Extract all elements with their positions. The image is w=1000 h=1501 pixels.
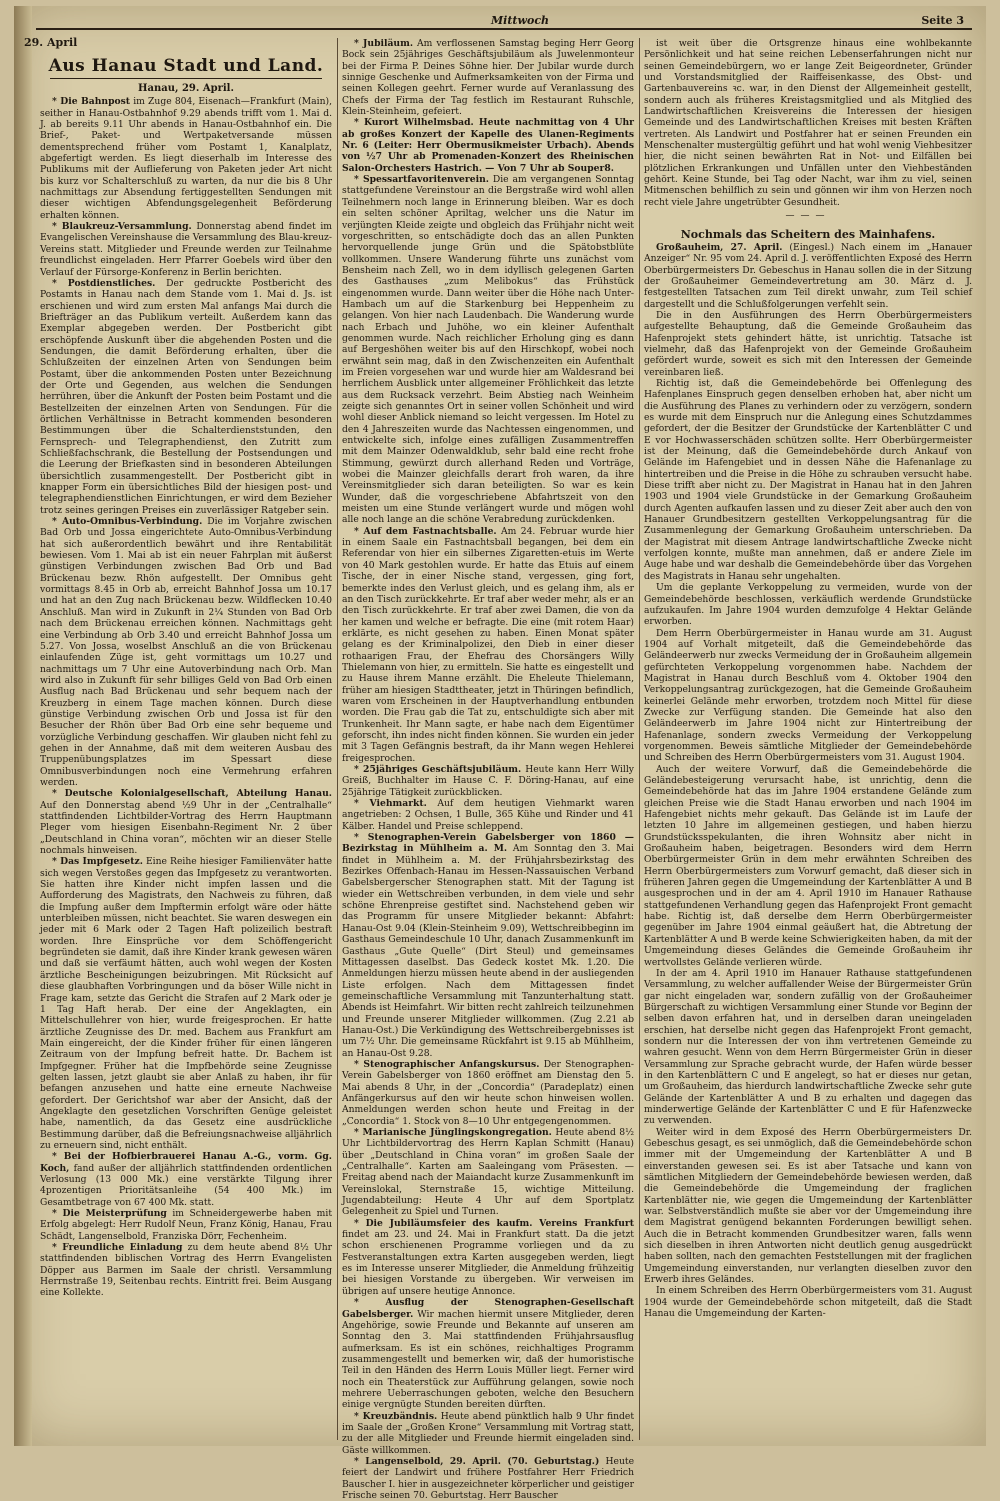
article-paragraph bbox=[40, 1242, 332, 1299]
article-text: Die in den Ausführungen des Herrn Oberbürgermeisters aufgestellte Behauptung, daß die Gemeinde Großauheim das Hafenprojekt stets gehindert hätte, ist unrichtig. Tatsache ist vielmehr, daß das Hafenprojekt von der Gemeinde Großauheim gefördert wurde, soweit es sich mit den Interessen der Gemeinde vereinbaren ließ. bbox=[644, 309, 972, 378]
article-paragraph bbox=[342, 832, 634, 1059]
page-header bbox=[36, 14, 972, 36]
article-paragraph bbox=[40, 1208, 332, 1242]
article-paragraph bbox=[40, 221, 332, 278]
page-edge bbox=[14, 6, 32, 1446]
article-text: Heute abend pünktlich halb 9 Uhr findet im Saale der „Großen Krone“ Versammlung mit Vortrag statt, zu der alle Mitglieder und Freunde hiermit eingeladen sind. Gäste willkommen. bbox=[342, 1410, 635, 1456]
article-text: im Schneidergewerbe haben mit Erfolg abgelegt: Herr Rudolf Neun, Franz König, Hanau, Frau Schädt, Langenselbold, Franziska Dörr, Fechenheim. bbox=[40, 1208, 333, 1242]
article-paragraph bbox=[644, 242, 972, 310]
article-text: fand außer der alljährlich stattfindenden ordentlichen Verlosung (13 000 Mk.) eine verstärkte Tilgung ihrer 4prozentigen Prioritätsanleihe (54 400 Mk.) im Gesamtbetrage von 67 400 Mk. statt. bbox=[40, 1162, 332, 1208]
article-lead: * Bei der Hofbierbrauerei Hanau A.-G., vorm. Gg. Koch, bbox=[40, 1151, 332, 1174]
article-paragraph bbox=[342, 1059, 634, 1127]
article-lead: * Das Impfgesetz. bbox=[52, 856, 143, 868]
article-lead: * Jubiläum. bbox=[354, 38, 414, 49]
article-lead: * 25jähriges Geschäftsjubiläum. bbox=[354, 764, 522, 775]
article-paragraph bbox=[342, 764, 634, 798]
article-text: Dem Herrn Oberbürgermeister in Hanau wurde am 31. August 1904 auf Vorhalt mitgeteilt, daß die Gemeindebehörde das Geländeerwerb nur zwecks Vermeidung der in Großauheim allgemein gefürchteten Verkoppelung vorgenommen habe. Nachdem der Magistrat in Hanau durch Beschluß vom 4. Oktober 1904 den Verkoppelungsantrag zurückgezogen, hat die Gemeinde Großauheim keinerlei Gelände mehr erworben, trotzdem noch Mittel für diese Zwecke zur Verfügung standen. Die Gemeinde hat also den Geländeerwerb im Jahre 1904 nicht zur Hintertreibung der Hafenanlage, sondern zwecks Vermeidung der Verkoppelung vorgenommen. Beweis sämtliche Mitglieder der Gemeindebehörde und Schreiben des Herrn Oberbürgermeisters vom 31. August 1904. bbox=[644, 627, 972, 764]
article-paragraph bbox=[644, 378, 972, 582]
column-1 bbox=[40, 38, 332, 1440]
column-divider bbox=[337, 38, 338, 1440]
article-text: Auf dem heutigen Viehmarkt waren angetrieben: 2 Ochsen, 1 Bulle, 365 Kühe und Rinder und 41 Kälber. Handel und Preise schleppend. bbox=[342, 798, 635, 832]
column-2 bbox=[342, 38, 635, 1501]
article-continuation: ist weit über die Ortsgrenze hinaus eine wohlbekannte Persönlichkeit und hat seine reichen Lebenserfahrungen nicht nur seinen Gemeindebürgern, wo er lange Zeit Beigeordneter, Gründer und Vorstandsmitglied der Raiffeisenkasse, des Obst- und Gartenbauvereins ꝛc. war, in den Dienst der Allgemeinheit gestellt, sondern auch als früheres Kreistagsmitglied und als Mitglied des Landwirtschaftlichen Kreisvereins die Interessen der hiesigen Gemeinde und des Landwirtschaftlichen Kreises mit besten Kräften vertreten. Als Landwirt und Postfahrer hat er seinen Freunden ein Menschenalter mustergültig geführt und hat wohl wenig Viehbesitzer hier, die nicht seinen bewährten Rat in Not- und Eilfällen bei plötzlichen Erkrankungen und Unfällen unter den Viehbeständen gehört. Keine Stunde, bei Tag oder Nacht, war ihm zu viel, seinen Mitmenschen behilflich zu sein und gönnen wir ihm von Herzen noch recht viele Jahre ungetrübter Gesundheit. bbox=[644, 38, 972, 208]
dateline: Hanau, 29. April. bbox=[138, 83, 234, 94]
article-lead: * Langenselbold, 29. April. (70. Geburtstag.) bbox=[354, 1455, 600, 1467]
article-paragraph bbox=[342, 526, 634, 764]
newspaper-page bbox=[14, 6, 986, 1501]
article-paragraph bbox=[342, 1218, 634, 1297]
article-text: Am verflossenen Samstag beging Herr Georg Bock sein 25jähriges Geschäftsjubiläum als Juwelenmonteur bei der Firma P. Deines Söhne hier. Der Jubilar wurde durch sinnige Geschenke und Aufmerksamkeiten von der Firma und seinen Kollegen geehrt. Ferner wurde auf Veranlassung des Chefs der Firma der Tag festlich im Restaurant Ruhschle, Klein-Steinheim, gefeiert. bbox=[342, 38, 635, 118]
article-text: im Zuge 804, Eisenach—Frankfurt (Main), seither in Hanau-Ostbahnhof 9.29 abends trifft vom 1. Mai d. J. ab bereits 9.11 Uhr abends in Hanau-Ostbahnhof ein. Die Brief-, Paket- und Wertpaketversande müssen dementsprechend früher vom Postamt 1, Kanalplatz, abgefertigt werden. Es liegt dieserhalb im Interesse des Publikums mit der Auflieferung von Paketen jeder Art nicht bis kurz vor Schalterschluß zu warten, da nur die bis 8 Uhr nachmittags zur Absendung fertiggestellten Sendungen mit dieser wichtigen Abfendungsgelegenheit Beförderung erhalten können. bbox=[40, 96, 333, 221]
article-text: In einem Schreiben des Herrn Oberbürgermeisters vom 31. August 1904 wurde der Gemeindebehörde schon mitgeteilt, daß die Stadt Hanau die Umgemeindung der Karten- bbox=[644, 1285, 972, 1320]
article-lead: * Spessartfavoritenverein. bbox=[354, 174, 489, 186]
column-1-articles bbox=[40, 96, 332, 1298]
article-text: In der am 4. April 1910 im Hanauer Rathause stattgefundenen Versammlung, zu welcher auffallender Weise der Bürgermeister Grün gar nicht eingeladen war, sondern zufällig von der Großauheimer Bürgerschaft zu wichtigen Versammlung einer Stunde vor Beginn der selben davon erfahren hat, und in derselben daran uneingeladen erschien, hat derselbe nicht gegen das Hafenprojekt Front gemacht, sondern nur die Interessen der von ihm vertretenen Gemeinde zu wahren gesucht. Wenn von dem Herrn Bürgermeister Grün in dieser Versammlung zur Sprache gebracht wurde, der Hafen würde besser in den Kartenblättern C und E angelegt, so hat er dieses nur getan, um Großauheim, das hierdurch landwirtschaftliche Zwecke sehr gute Gelände der Kartenblätter A und B zu erhalten und dagegen das minderwertige Gelände der Kartenblätter C und E für Hafenzwecke zu verwenden. bbox=[644, 967, 972, 1127]
article-text: Weiter wird in dem Exposé des Herrn Oberbürgermeisters Dr. Gebeschus gesagt, es sei unmöglich, daß die Gemeindebehörde schon immer mit der Umgemeindung der Kartenblätter A und B einverstanden gewesen sei. Es ist aber Tatsache und kann von sämtlichen Mitgliedern der Gemeindebehörde bewiesen werden, daß die Gemeindebehörde die Umgemeindung der fraglichen Kartenblätter nie, wie gegen die Umgemeindung der Kartenblätter war. Selbstverständlich mußte sie aber vor der Umgemeindung ihre dem Magistrat genügend bekannten Forderungen bewilligt sehen. Auch die in Betracht kommenden Grundbesitzer waren, falls wenn sich dieselben in ihren Antworten nicht deutlich genug ausgedrückt haben sollten, nach den gemachten Feststellungen mit der fraglichen Umgemeindung einverstanden, nur verlangten dieselben zuvor den Erwerb ihres Geländes. bbox=[644, 1126, 972, 1286]
article-paragraph bbox=[40, 856, 332, 1151]
article-paragraph bbox=[644, 1127, 972, 1286]
article-paragraph bbox=[342, 117, 634, 174]
article-paragraph bbox=[342, 174, 634, 526]
article-text: Heute feiert der Landwirt und frühere Postfahrer Herr Friedrich Bauscher I. hier in ausgezeichneter körperlicher und geistiger Frische seinen 70. Geburtstag. Herr Bauscher bbox=[342, 1455, 635, 1501]
header-day: Mittwoch bbox=[491, 14, 550, 27]
article-lead: * Auto-Omnibus-Verbindung. bbox=[52, 516, 203, 528]
article-lead: * Kurort Wilhelmsbad. Heute nachmittag von 4 Uhr ab großes Konzert der Kapelle des Ulanen-Regiments Nr. 6 (Leiter: Herr Obermusikmeister Urbach). Abends von ½7 Uhr ab Promenaden-Konzert des Rheinischen Salon-Orchesters Hastrich. — Von 7 Uhr ab Souper8. bbox=[342, 117, 634, 174]
article-lead: * Ausflug der Stenographen-Gesellschaft Gabelsberger. bbox=[342, 1297, 634, 1320]
article-paragraph bbox=[644, 310, 972, 378]
article-text: Eine Reihe hiesiger Familienväter hatte sich wegen Verstoßes gegen das Impfgesetz zu verantworten. Sie hatten ihre Kinder nicht impfen lassen und die Aufforderung des Magistrats, den Nachweis zu führen, daß die Impfung außer dem Impftermin erfolgt wäre oder hätte unterbleiben müssen, nicht beachtet. Sie waren deswegen ein jeder mit 6 Mark oder 2 Tagen Haft polizeilich bestraft worden. Ihre Einsprüche vor dem Schöffengericht begründeten sie damit, daß ihre Kinder krank gewesen wären und daß sie verfäumt hätten, auch wohl wegen der Kosten ärztliche Bescheinigungen beizubringen. Mit Rücksicht auf diese glaubhaften Vorbringungen und da böser Wille nicht in Frage kam, setzte das Gericht die Strafen auf 2 Mark oder je 1 Tag Haft herab. Der eine der Angeklagten, ein Mittelschullehrer von hier, wurde freigesprochen. Er hatte ärztliche Zeugnisse des Dr. med. Bachem aus Frankfurt am Main eingereicht, der die Kinder früher für einen längeren Zeitraum von der Impfung befreit hatte. Dr. Bachem ist Impfgegner. Früher hat die Impfbehörde seine Zeugnisse gelten lassen, jetzt glaubt sie aber Anlaß zu haben, ihr für befangen anzusehen und hatte eine erneute Nachweise gefordert. Der Gerichtshof war aber der Ansicht, daß der Angeklagte den gesetzlichen Vorschriften Genüge geleistet habe, namentlich, da das Gesetz eine ausdrückliche Bestimmung darüber, daß die Befreiungsnachweise alljährlich zu erneuern sind, nicht enthält. bbox=[40, 856, 333, 1151]
article-paragraph bbox=[40, 516, 332, 788]
article-lead: * Viehmarkt. bbox=[354, 798, 427, 810]
article-text: Die im Vorjahre zwischen Bad Orb und Jossa eingerichtete Auto-Omnibus-Verbindung hat sich außerordentlich bewährt und ihre Rentabilität bewiesen. Vom 1. Mai ab ist ein neuer Fahrplan mit äußerst günstigen Verbindungen zwischen Bad Orb und Bad Brückenau bezw. Rhön aufgestellt. Der Omnibus geht vormittags 8.45 in Orb ab, erreicht Bahnhof Jossa um 10.17 und hat an den Zug nach Brückenau bezw. Wildflecken 10.40 Anschluß. Man wird in Zukunft in 2¼ Stunden von Bad Orb nach dem Brückenau erreichen können. Nachmittags geht eine Verbindung ab Orb 3.40 und erreicht Bahnhof Jossa um 5.27. Von Jossa, woselbst Anschluß an die von Brückenau einlaufenden Züge ist, geht vormittags um 10.27 und nachmittags um 7 Uhr eine Autoverbindung nach Orb. Man wird also in Zukunft für sehr billiges Geld von Bad Orb einen Ausflug nach Bad Brückenau und sehr bequem nach der Kreuzberg in einem Tage machen können. Durch diese günstige Verbindung zwischen Orb und Jossa ist für den Besucher der Rhön über Bad Orb eine sehr bequeme und vorzügliche Verbindung geschaffen. Wir glauben nicht fehl zu gehen in der Annahme, daß mit dem weiteren Ausbau des Truppenübungsplatzes im Spessart diese Omnibusverbindungen noch eine Vermehrung erfahren werden. bbox=[40, 516, 332, 788]
article-lead: * Stenographen-Verein Gabelsberger von 1860 — Bezirkstag in Mühlheim a. M. bbox=[342, 832, 634, 855]
article-paragraph bbox=[342, 798, 634, 832]
article-paragraph bbox=[342, 38, 634, 117]
article-text: Am Sonntag den 3. Mai findet in Mühlheim a. M. der Frühjahrsbezirkstag des Bezirkes Offenbach-Hanau im Hessen-Nassauischen Verband Gabelsbergerscher Stenographen statt. Mit der Tagung ist wieder ein Wettschreiben verbunden, in dem viele und sehr schöne Ehrenpreise gestiftet sind. Nachstehend geben wir das Programm für unsere Mitglieder bekannt: Abfahrt: Hanau-Ost 9.04 (Klein-Steinheim 9.09), Wettschreibbeginn im Gasthaus Gemeindeschule 10 Uhr, danach Zusammenkunft im Gasthaus „Gute Quelle“ (Dirt Steul) und gemeinsames Mittagessen daselbst. Das Gedeck kostet Mk. 1.20. Die Anmeldungen hierzu müssen heute abend in der ausliegenden Liste erfolgen. Nach dem Mittagessen findet gemeinschaftliche Versammlung mit Tanzunterhaltung statt. Abends ist Heimfahrt. Wir bitten recht zahlreich teilzunehmen und Freunde unserer Mitglieder willkommen. (Zug 2.21 ab Hanau-Ost.) Die Verkündigung des Wettschreibergebnisses ist um 7½ Uhr. Die gemeinsame Rückfahrt ist 9.15 ab Mühlheim, an Hanau-Ost 9.28. bbox=[342, 843, 635, 1059]
article-paragraph bbox=[40, 96, 332, 221]
article-text: Heute abend 8½ Uhr Lichtbildervortrag des Herrn Kaplan Schmitt (Hanau) über „Deutschland in China voran“ im großen Saale der „Centralhalle“. Karten am Saaleingang vom Präsesten. — Freitag abend nach der Maiandacht kurze Zusammenkunft im Vereinslokal, Sternstraße 15, wichtige Mitteilung. Jugendabteilung: Heute 4 Uhr auf dem Sportplatz Gelegenheit zu Spiel und Turnen. bbox=[342, 1127, 635, 1218]
article-text: Der gedruckte Postbericht des Postamts in Hanau nach dem Stande vom 1. Mai d. Js. ist erschienen und wird zum ersten Mal anfangs Mai durch die Briefträger an das Publikum verteilt. Außerdem kann das Exemplar abgegeben werden. Der Postbericht gibt erschöpfende Auskunft über die abgehenden Posten und die Sendungen, die damit Beförderung erhalten, über die Schlußzeiten der einzelnen Arten von Sendungen beim Postamt, über die ankommenden Posten unter Bezeichnung der Orte und Gegenden, aus welchen die Sendungen herrühren, über die Ankunft der Posten beim Postamt und die Bestellzeiten der einzelnen Arten von Sendungen. Für die örtlichen Verhältnisse in Betracht kommenden besonderen Bestimmungen über die Schalterdienststunden, den Fernsprech- und Telegraphendienst, den Zutritt zum Schließfachschrank, die Bestellung der Postsendungen und die Leerung der Briefkasten sind in besonderen Abteilungen übersichtlich zusammengestellt. Der Postbericht gibt in knapper Form ein übersichtliches Bild der hiesigen post- und telegraphendienstlichen Einrichtungen, er wird dem Bezieher trotz seines geringen Preises ein zuverlässiger Ratgeber sein. bbox=[40, 277, 332, 516]
article-text: Wir machen hiermit unsere Mitglieder, deren Angehörige, sowie Freunde und Bekannte auf unseren am Sonntag den 3. Mai stattfindenden Frühjahrsausflug aufmerksam. Es ist ein schönes, reichhaltiges Programm zusammengestellt und bemerken wir, daß der humoristische Teil in den Händen des Herrn Louis Müller liegt. Ferner wird noch ein Theaterstück zur Aufführung gelangen, sowie noch mehrere Ueberraschungen geboten, welche den Besuchern einige vergnügte Stunden bereiten dürften. bbox=[342, 1308, 634, 1411]
article-lead: Großauheim, 27. April. bbox=[656, 241, 783, 253]
separator: ——— bbox=[785, 211, 831, 222]
article-paragraph bbox=[40, 278, 332, 516]
column-2-articles bbox=[342, 38, 634, 1501]
article-paragraph bbox=[342, 1411, 634, 1456]
column-3-articles bbox=[644, 242, 972, 1320]
article-paragraph bbox=[644, 1285, 972, 1319]
article-text: Auf den Donnerstag abend ½9 Uhr in der „Centralhalle“ stattfindenden Lichtbilder-Vortrag des Herrn Hauptmann Pleger vom hiesigen Eisenbahn-Regiment Nr. 2 über „Deutschland in China voran“, möchten wir an dieser Stelle nochmals hinweisen. bbox=[40, 799, 332, 857]
article-lead: * Kreuzbändnis. bbox=[354, 1410, 438, 1422]
article-text: Um die geplante Verkoppelung zu vermeiden, wurde von der Gemeindebehörde beschlossen, verkäuflich werdende Grundstücke aufzukaufen. Im Jahre 1904 wurden demzufolge 4 Hektar Gelände erworben. bbox=[644, 582, 972, 628]
article-text: findet am 23. und 24. Mai in Frankfurt statt. Da die jetzt schon erschienenen Programme vorliegen und da zu Festveranstaltungen extra Karten ausgegeben werden, liegt es im Interesse unserer Mitglieder, die Anmeldung frühzeitig bei hiesigen Vorstande zu übergeben. Wir verweisen im übrigen auf unsere heutige Annonce. bbox=[342, 1229, 634, 1297]
article-paragraph bbox=[644, 628, 972, 764]
article-lead: * Freundliche Einladung bbox=[52, 1242, 183, 1254]
article-text: Auch der weitere Vorwurf, daß die Gemeindebehörde die Geländebesteigerung verursacht habe, ist unrichtig, denn die Gemeindebehörde hat das im Jahre 1904 erstandene Gelände zum gleichen Preise wie die Stadt Hanau erworben und nach 1904 im Hafengebiet nichts mehr gekauft. Das Gelände ist im Laufe der letzten 10 Jahre im allgemeinen gestiegen, und haben hierzu Grundstücksspekulanten, die ihren Wohnsitz aber nicht in Großauheim haben, beigetragen. Besonders wird dem Herrn Oberbürgermeister Grün in dem mehr erwähnten Schreiben des Herrn Oberbürgermeisters zum Vorwurf gemacht, daß dieser sich in früheren Jahren gegen die Umgemeindung der Kartenblätter A und B ausgesprochen und in der am 4. April 1910 im Hanauer Rathause stattgefundenen Verhandlung gegen das Hafenprojekt Front gemacht habe. Richtig ist, daß derselbe dem Herrn Oberbürgermeister gegenüber im Jahre 1904 einmal geäußert hat, die Abtretung der Kartenblätter A und B werde keine Schwierigkeiten haben, da mit der Umgemeindung dieses Geländes die Gemeinde Großauheim ihr wertvollstes Gelände verlieren würde. bbox=[644, 763, 972, 968]
article-lead: * Die Jubiläumsfeier des kaufm. Vereins Frankfurt bbox=[354, 1217, 634, 1229]
header-rule bbox=[36, 28, 972, 30]
article-paragraph bbox=[644, 764, 972, 968]
column-divider bbox=[639, 38, 640, 1440]
article-text: Am 24. Februar wurde hier in einem Saale ein Fastnachtsball begangen, bei dem ein Referendar von hier ein silbernes Zigaretten-etuis im Werte von 40 Mark gestohlen wurde. Er hatte das Etuis auf einem Tische, der in einer Nische stand, vergessen, ging fort, bemerkte indes den Verlust gleich, und es gelang ihm, als er an den Tisch zurückkehrte. Er traf aber weder mehr, als er an den Tisch zurückkehrte. Er traf aber zwei Damen, die von da her kamen und welche er befragte. Die eine (mit rotem Haar) erklärte, es nicht gesehen zu haben. Einen Monat später gelang es der Kriminalpolizei, den Dieb in einer dieser rothaarigen Frau, der Ehefrau des Chorsängers Willy Thielemann von hier, zu ermitteln. Sie hatte es eingestellt und zu Hause ihrem Manne erzählt. Die Eheleute Thielemann, früher am hiesigen Stadttheater, jetzt in Thüringen befindlich, waren vom Erscheinen in der Hauptverhandlung entbunden worden. Die Frau gab die Tat zu, entschuldigte sich aber mit Trunkenheit. Ihr Mann sagte, er habe nach dem Eigentümer geforscht, ihn indes nicht finden können. Sie wurden ein jeder mit 3 Tagen Gefängnis bestraft, da ihr Mann wegen Hehlerei freigesprochen. bbox=[342, 525, 634, 764]
header-date: 29. April bbox=[24, 36, 78, 49]
article-lead: * Deutsche Kolonialgesellschaft, Abteilung Hanau. bbox=[52, 788, 332, 800]
section-title: Aus Hanau Stadt und Land. bbox=[48, 56, 324, 76]
article-lead: * Die Bahnpost bbox=[52, 96, 131, 108]
article-paragraph bbox=[644, 968, 972, 1127]
title-rule bbox=[50, 78, 322, 79]
article-paragraph bbox=[644, 582, 972, 627]
article-text: zu dem heute abend 8½ Uhr stattfindenden biblischen Vortrag des Herrn Evangelisten Döpper aus Barmen im Saale der christl. Versammlung Herrnstraße 19, Seitenbau rechts. Eintritt frei. Beim Ausgang eine Kollekte. bbox=[40, 1242, 332, 1299]
article-text: Der Stenographen-Verein Gabelsberger von 1860 eröffnet am Dienstag den 5. Mai abends 8 Uhr, in der „Concordia“ (Paradeplatz) einen Anfängerkursus auf den wir heute schon hinweisen wollen. Anmeldungen werden schon heute und Freitag in der „Concordia“ 1. Stock von 8—10 Uhr entgegengenommen. bbox=[342, 1058, 635, 1127]
header-page-number: Seite 3 bbox=[921, 14, 964, 27]
article-paragraph bbox=[40, 788, 332, 856]
article-lead: * Marianische Jünglingskongregation. bbox=[354, 1127, 552, 1138]
article-lead: * Die Meisterprüfung bbox=[52, 1208, 167, 1220]
article-paragraph bbox=[342, 1127, 634, 1218]
article-text: (Eingesl.) Nach einem im „Hanauer Anzeiger“ Nr. 95 vom 24. April d. J. veröffentlichten Exposé des Herrn Oberbürgermeisters Dr. Gebeschus in Hanau sollen die in der Sitzung der Großauheimer Gemeindevertretung am 30. März d. J. festgestellten Tatsachen zum Teil direkt unwahr, zum Teil schief dargestellt und die Schlußfolgerungen verfehlt sein. bbox=[644, 241, 973, 310]
article-paragraph bbox=[342, 1456, 634, 1501]
article-paragraph bbox=[40, 1151, 332, 1208]
article-text: Richtig ist, daß die Gemeindebehörde bei Offenlegung des Hafenplanes Einspruch gegen denselben erhoben hat, aber nicht um die Ausführung des Planes zu verhindern oder zu verzögern, sondern es wurde mit dem Einspruch nur die Anlegung eines Schutzdammes gefordert, der die Besitzer der Grundstücke der Kartenblätter C und E vor Hochwasserschäden schützen sollte. Herr Oberbürgermeister ist der Meinung, daß die Gemeindebehörde durch Ankauf von Gelände im Hafengebiet und in dessen Nähe die Hafenanlage zu hintertreiben und die Preise in die Höhe zu schrauben versucht habe. Diese trifft aber nicht zu. Der Magistrat in Hanau hat in den Jahren 1903 und 1904 viele Grundstücke in der Gemarkung Großauheim durch Agenten aufkaufen lassen und zu dieser Zeit aber auch den von Hanauer Grundbesitzern gestellten Verkoppelungsantrag für die Zusammenlegung der Gemarkung Großauheim unterschrieben. Da der Magistrat mit diesem Antrage landwirtschaftliche Zwecke nicht verfolgen konnte, mußte man annehmen, daß er andere Ziele im Auge habe und war deshalb die Gemeindebehörde über das Vorgehen des Magistrats in Hanau sehr ungehalten. bbox=[644, 377, 972, 582]
article-lead: * Blaukreuz-Versammlung. bbox=[52, 221, 192, 233]
article-lead: * Postdienstliches. bbox=[52, 277, 156, 289]
article-text: Heute kann Herr Willy Greiß, Buchhalter im Hause C. F. Döring-Hanau, auf eine 25jährige Tätigkeit zurückblicken. bbox=[342, 764, 634, 798]
article-lead: * Auf dem Fastnachtsballe. bbox=[354, 525, 497, 537]
article-paragraph bbox=[342, 1297, 634, 1410]
article-title: Nochmals das Scheitern des Mainhafens. bbox=[680, 227, 936, 241]
article-text: Donnerstag abend findet im Evangelischen Vereinshause die Versammlung des Blau-kreuz-Vereins statt. Mitglieder und Freunde werden zur Teilnahme freundlichst eingeladen. Herr Pfarrer Goebels wird über den Verlauf der Fürsorge-Konferenz in Berlin berichten. bbox=[40, 221, 333, 278]
article-text: Die am vergangenen Sonntag stattgefundene Vereinstour an die Bergstraße wird wohl allen Teilnehmern noch lange in Erinnerung bleiben. War es doch ein selten schöner Apriltag, welcher uns die Natur im verjüngten Kleide zeigte und obgleich das Frühjahr nicht weit vorgeschritten, so entschädigte doch das an allen Punkten hervorquellende junge Grün und die Spätobstblüte vollkommen. Unsere Wanderung führte uns zunächst vom Bensheim nach Zell, wo in dem idyllisch gelegenen Garten des Gasthauses „zum Melibokus“ das Frühstück eingenommen wurde. Dann weiter über die Höhe nach Unter-Hambach um auf die Starkenburg bei Heppenheim zu gelangen. Von hier nach Laudenbach. Die Wanderung wurde nach Erbach und Juhöhe, wo ein kleiner Aufenthalt genommen wurde. Nach reichlicher Erholung ging es dann auf Bergeshöhen weiter bis auf den Hirschkopf, wobei noch erwähnt sein mag, daß in den Zwischenzeiten ein Aufenthalt im Freien vorgesehen war und wurde hier am Waldesrand bei herrlichem Ausblick unter allgemeiner Fröhlichkeit das letzte aus dem Rucksack verzehrt. Beim Abstieg nach Weinheim zeigte sich genanntes Ort in seiner vollen Schönheit und wird wohl dieser Anblick niemand so leicht vergessen. Im Hotel zu den 4 Jahreszeiten wurde das Nachtessen eingenommen, und entwickelte sich, infolge eines zufälligen Zusammentreffen mit dem Mainzer Odenwaldklub, sehr bald eine recht frohe Stimmung, gewürzt durch allerhand Reden und Vorträge, wobei die Mainzer gleichfalls derart froh waren, da ihre Vereinsmitglieder sich daran beteiligten. So war es kein Wunder, daß die vorgeschriebene Abfahrtszeit von den meisten um eine Stunde verlängert wurde und mögen wohl alle noch lange an die schöne Verabredung zurückdenken. bbox=[342, 174, 635, 526]
column-3 bbox=[644, 38, 972, 1440]
article-lead: * Stenographischer Anfangskursus. bbox=[354, 1058, 540, 1070]
